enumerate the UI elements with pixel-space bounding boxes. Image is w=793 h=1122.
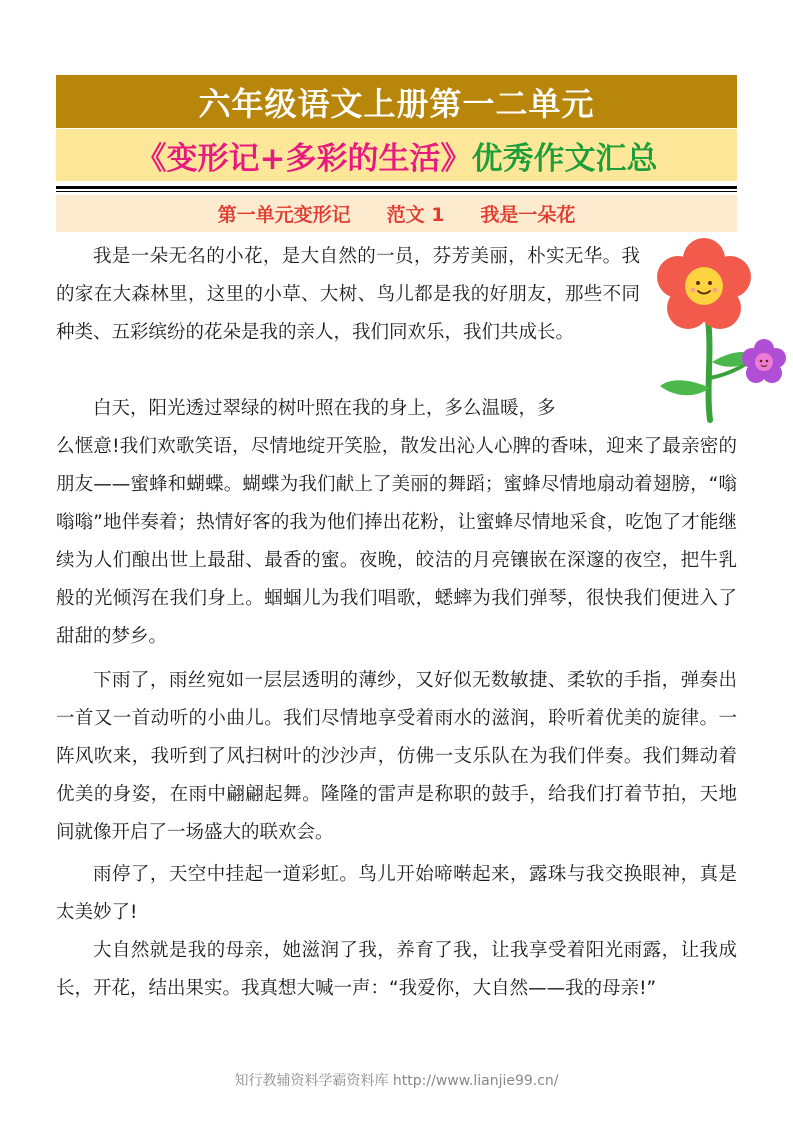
- sample-label: 范文 1: [386, 204, 445, 226]
- section-heading: [56, 195, 737, 232]
- paragraph-3: 下雨了，雨丝宛如一层层透明的薄纱，又好似无数敏捷、柔软的手指，弹奏出一首又一首动听的小曲儿。我们尽情地享受着雨水的滋润，聆听着优美的旋律。一阵风吹来，我听到了风扫树叶的沙沙声，仿佛一支乐队在为我们伴奏。我们舞动着优美的身姿，在雨中翩翩起舞。隆隆的雷声是称职的鼓手，给我们打着节拍，天地间就像开启了一场盛大的联欢会。: [56, 670, 737, 843]
- unit-label: 第一单元变形记: [217, 204, 351, 226]
- subtitle-collection: 优秀作文汇总: [471, 140, 658, 177]
- subtitle-theme: 《变形记+多彩的生活》: [135, 140, 472, 177]
- paragraph-5: 大自然就是我的母亲，她滋润了我，养育了我，让我享受着阳光雨露，让我成长，开花，结出果实。我真想大喊一声：“我爱你，大自然——我的母亲!”: [56, 940, 737, 999]
- cartoon-flower-icon: [652, 238, 790, 424]
- divider-thick: [56, 186, 737, 189]
- paragraph-2-start: 白天，阳光透过翠绿的树叶照在我的身上，多么温暖，多: [93, 398, 556, 419]
- document-title: 六年级语文上册第一二单元: [198, 84, 595, 123]
- paragraph-4: 雨停了，天空中挂起一道彩虹。鸟儿开始啼啭起来，露珠与我交换眼神，真是太美妙了!: [56, 864, 737, 923]
- title-band: [56, 75, 737, 128]
- footer-source: 知行教辅资料学霸资料库 http://www.lianjie99.cn/: [234, 1073, 559, 1089]
- subtitle-band: [56, 129, 737, 181]
- divider-thin: [56, 191, 737, 192]
- paragraph-2-continued: 么惬意!我们欢歌笑语，尽情地绽开笑脸，散发出沁人心脾的香味，迎来了最亲密的朋友——蜜蜂和蝴蝶。蝴蝶为我们献上了美丽的舞蹈；蜜蜂尽情地扇动着翅膀，“嗡嗡嗡”地伴奏着；热情好客的我为他们捧出花粉，让蜜蜂尽情地采食，吃饱了才能继续为人们酿出世上最甜、最香的蜜。夜晚，皎洁的月亮镶嵌在深邃的夜空，把牛乳般的光倾泻在我们身上。蝈蝈儿为我们唱歌，蟋蟀为我们弹琴，很快我们便进入了甜甜的梦乡。: [56, 436, 737, 647]
- essay-title: 我是一朵花: [480, 204, 576, 226]
- paragraph-1: 我是一朵无名的小花，是大自然的一员，芬芳美丽，朴实无华。我的家在大森林里，这里的小草、大树、鸟儿都是我的好朋友，那些不同种类、五彩缤纷的花朵是我的亲人，我们同欢乐，我们共成长。: [56, 246, 640, 343]
